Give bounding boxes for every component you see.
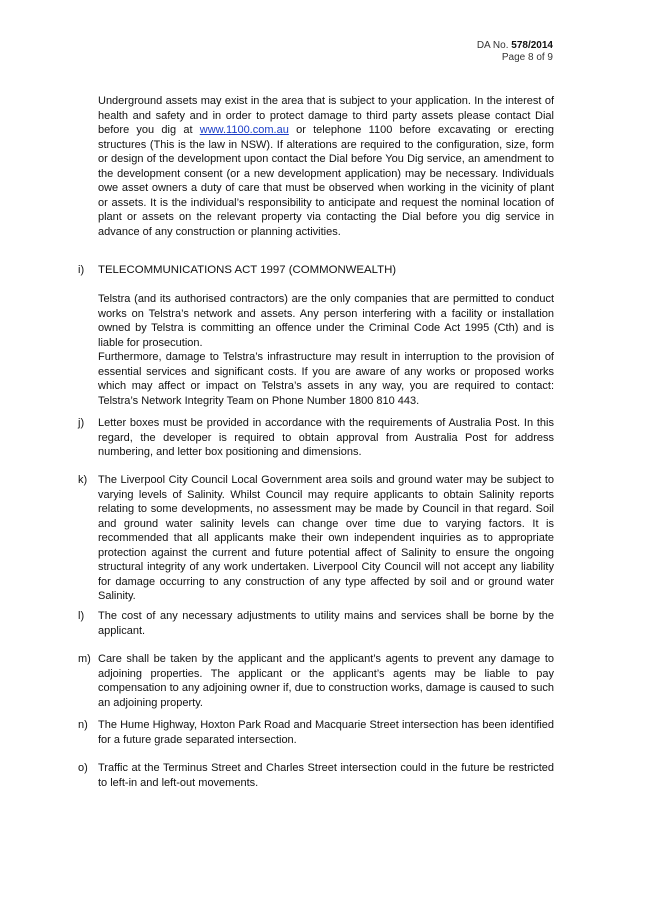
dial-before-you-dig-link[interactable]: www.1100.com.au	[199, 124, 289, 136]
item-label-i: i)	[78, 264, 85, 276]
item-label-m: m)	[78, 653, 91, 665]
underground-assets-paragraph	[98, 94, 554, 239]
item-label-n: n)	[78, 719, 88, 731]
underground-text-1: Underground assets may exist in the area that is subject to your application. In the interest of health and safety and in order to protect damage to third party assets please contact Dial before you dig at	[98, 95, 554, 136]
item-label-l: l)	[78, 610, 85, 622]
item-label-j: j)	[78, 417, 85, 429]
item-k-text: The Liverpool City Council Local Government area soils and ground water may be subject to varying levels of Salinity. Whilst Council may require applicants to obtain Salinity reports relating to some developments, no assessment may be made by Council in that regard. Soil and ground water salinity levels can change over time due to varying factors. It is recommended that all applicants make their own independent inquiries as to appropriate protection against the current and future potential affect of Salinity to ensure the ongoing structural integrity of any work undertaken. Liverpool City Council will not accept any liability for damage occurring to any construction of any type affected by soil and or ground water Salinity.	[98, 474, 554, 602]
section-heading-telecommunications: TELECOMMUNICATIONS ACT 1997 (COMMONWEALTH)	[98, 264, 397, 276]
da-number: 578/2014	[511, 40, 553, 51]
da-prefix: DA No.	[476, 40, 512, 51]
item-label-k: k)	[78, 474, 88, 486]
page-number: Page 8 of 9	[501, 52, 553, 63]
page-header	[477, 40, 553, 64]
item-m-text: Care shall be taken by the applicant and the applicant’s agents to prevent any damage to adjoining properties. The applicant or the applicant’s agents may be liable to pay compensation to any adjoining owner if, due to construction works, damage is caused to such an adjoining property.	[98, 653, 554, 709]
item-label-o: o)	[78, 762, 88, 774]
item-j-text: Letter boxes must be provided in accordance with the requirements of Australia Post. In this regard, the developer is required to obtain approval from Australia Post for address numbering, and letter box positioning and dimensions.	[98, 417, 554, 458]
underground-text-2: or telephone 1100 before excavating or erecting structures (This is the law in NSW). If alterations are required to the configuration, size, form or design of the development upon contact the Dial before You Dig service, an amendment to the development consent (or a new development application) may be necessary. Individuals owe asset owners a duty of care that must be observed when working in the vicinity of plant or assets. It is the individual’s responsibility to anticipate and request the nominal location of plant or assets on the relevant property via contacting the Dial before you dig service in advance of any construction or planning activities.	[98, 124, 554, 238]
item-o-text: Traffic at the Terminus Street and Charles Street intersection could in the future be restricted to left-in and left-out movements.	[98, 762, 554, 789]
item-l-text: The cost of any necessary adjustments to utility mains and services shall be borne by the applicant.	[98, 610, 554, 637]
telstra-paragraph-1: Telstra (and its authorised contractors) are the only companies that are permitted to conduct works on Telstra’s network and assets. Any person interfering with a facility or installation owned by Telstra is committing an offence under the Criminal Code Act 1995 (Cth) and is liable for prosecution.	[98, 293, 554, 349]
item-n-text: The Hume Highway, Hoxton Park Road and Macquarie Street intersection has been identified for a future grade separated intersection.	[98, 719, 554, 746]
telstra-paragraph-2: Furthermore, damage to Telstra’s infrastructure may result in interruption to the provision of essential services and significant costs. If you are aware of any works or proposed works which may affect or impact on Telstra’s assets in any way, you are required to contact: Telstra’s Network Integrity Team on Phone Number 1800 810 443.	[98, 351, 554, 407]
da-number-line	[477, 40, 553, 52]
